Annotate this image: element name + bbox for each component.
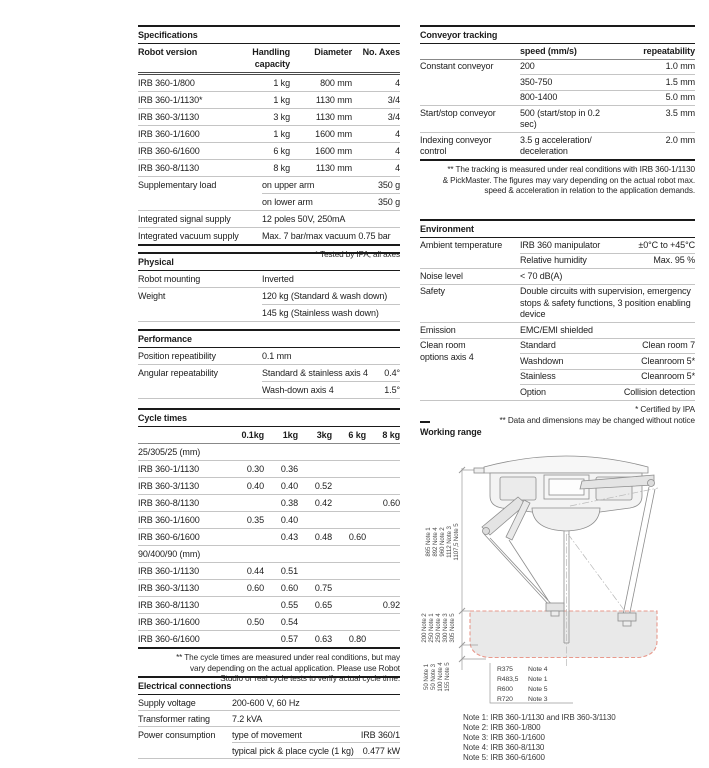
radius-value: R483,5 xyxy=(497,676,519,683)
dim-label: 960 Note 2 xyxy=(439,527,446,557)
table-row: Noise level < 70 dB(A) xyxy=(420,269,695,285)
section-title-environment: Environment xyxy=(420,219,695,238)
table-row: IRB 360-1/1600 1 kg 1600 mm 4 xyxy=(138,126,400,143)
table-row: IRB 360-1/1130 0.44 0.51 xyxy=(138,563,400,580)
dim-label: 892 Note 4 xyxy=(432,527,439,557)
table-row: IRB 360-6/1600 6 kg 1600 mm 4 xyxy=(138,143,400,160)
table-row: IRB 360-3/1130 3 kg 1130 mm 3/4 xyxy=(138,109,400,126)
dim-label: 50 Note 1 xyxy=(423,664,430,690)
section-dash-marker xyxy=(420,421,430,423)
dim-label: 300 Note 3 xyxy=(442,613,449,643)
supplementary-load-group: Supplementary load on upper arm 350 g on lower arm 350 g xyxy=(138,177,400,211)
conveyor-header-row: speed (mm/s) repeatability xyxy=(420,44,695,60)
table-row: Stainless Cleanroom 5* xyxy=(520,370,695,386)
table-row: IRB 360-3/1130 0.40 0.40 0.52 xyxy=(138,478,400,495)
radius-value: R600 xyxy=(497,686,513,693)
table-row: 120 kg (Standard & wash down) xyxy=(262,288,400,305)
depth-dimension-labels xyxy=(421,613,456,643)
table-row: Transformer rating 7.2 kVA xyxy=(138,711,400,727)
col-header-axes: No. Axes xyxy=(362,47,400,57)
table-row: on upper arm 350 g xyxy=(262,177,400,194)
angular-repeatability-group: Angular repeatability Standard & stainless axis 4 0.4° Wash-down axis 4 1.5° xyxy=(138,365,400,399)
table-row: Robot mounting Inverted xyxy=(138,271,400,288)
spec-header-row xyxy=(138,44,400,75)
dim-label: 200 Note 2 xyxy=(421,613,428,643)
cycle-group-label: 25/305/25 (mm) xyxy=(138,444,400,461)
note-line: Note 1: IRB 360-1/1130 and IRB 360-3/1130 xyxy=(463,713,616,722)
table-row: Indexing conveyor control 3.5 g acceleration/ deceleration 2.0 mm xyxy=(420,133,695,161)
table-row: Emission EMC/EMI shielded xyxy=(420,323,695,339)
specifications-section xyxy=(138,25,400,261)
radius-value: R375 xyxy=(497,666,513,673)
table-row: Position repeatibility 0.1 mm xyxy=(138,348,400,365)
dim-label: 1112 Note 3 xyxy=(446,526,453,558)
dim-label: 100 Note 4 xyxy=(437,662,444,692)
table-row: IRB 360-1/1130* 1 kg 1130 mm 3/4 xyxy=(138,92,400,109)
table-row: Safety Double circuits with supervision, emergency stops & safety functions, 3 position enabling device xyxy=(420,285,695,324)
dim-label: 865 Note 1 xyxy=(425,527,432,557)
weight-group: Weight 120 kg (Standard & wash down) 145 kg (Stainless wash down) xyxy=(138,288,400,322)
cycle-group-label: 90/400/90 (mm) xyxy=(138,546,400,563)
radius-note: Note 4 xyxy=(528,666,548,673)
dim-label: 250 Note 1 xyxy=(428,613,435,643)
table-row: on lower arm 350 g xyxy=(262,197,400,207)
table-row: Relative humidity Max. 95 % xyxy=(520,255,695,265)
table-row: IRB 360-6/1600 0.43 0.48 0.60 xyxy=(138,529,400,546)
table-row: Standard Clean room 7 xyxy=(520,339,695,355)
height-dimension-labels xyxy=(425,523,460,561)
constant-conveyor-group: Constant conveyor 200 1.0 mm 350-750 1.5 mm 800-1400 5.0 mm xyxy=(420,60,695,107)
radius-labels xyxy=(497,666,548,703)
table-row: 350-750 1.5 mm xyxy=(520,75,695,91)
cycle-footnote: ** The cycle times are measured under real conditions, but may vary depending on the actual application. Please use Robot Studio or real cycle tests to verify actual cycle time. xyxy=(176,653,400,683)
dim-label: 1107,5 Note 5 xyxy=(453,523,460,561)
note-line: Note 3: IRB 360-1/1600 xyxy=(463,733,545,742)
radius-note: Note 1 xyxy=(528,676,548,683)
lower-dimension-labels xyxy=(423,662,451,692)
col-header-handling-capacity: Handling capacity xyxy=(252,47,290,69)
section-title-performance: Performance xyxy=(138,329,400,348)
table-row: Option Collision detection xyxy=(520,386,695,397)
table-row: IRB 360-3/1130 0.60 0.60 0.75 xyxy=(138,580,400,597)
section-title-conveyor: Conveyor tracking xyxy=(420,25,695,44)
table-row: Washdown Cleanroom 5* xyxy=(520,354,695,370)
power-consumption-group: Power consumption type of movement IRB 360/1 typical pick & place cycle (1 kg) 0.477 kW xyxy=(138,727,400,759)
conveyor-tracking-section xyxy=(420,25,695,197)
conveyor-footnote: ** The tracking is measured under real conditions with IRB 360-1/1130 & PickMaster. The figures may vary depending on the actual robot max. speed & acceleration in relation to the application demands. xyxy=(442,165,695,195)
table-row: 800-1400 5.0 mm xyxy=(520,92,695,102)
physical-section xyxy=(138,252,400,322)
dim-label: 305 Note 5 xyxy=(449,613,456,643)
table-row: Integrated signal supply 12 poles 50V, 250mA xyxy=(138,211,400,228)
performance-section xyxy=(138,329,400,399)
table-row: IRB 360-1/1600 0.35 0.40 xyxy=(138,512,400,529)
working-range-notes xyxy=(463,713,616,763)
working-range-section xyxy=(420,421,695,768)
note-line: Note 5: IRB 360-6/1600 xyxy=(463,753,545,762)
section-title-physical: Physical xyxy=(138,252,400,271)
table-row: Standard & stainless axis 4 0.4° xyxy=(262,365,400,382)
clean-room-group: Clean room options axis 4 Standard Clean room 7 Washdown Cleanroom 5* Stainless Cleanroom 5* Option Collision detection xyxy=(420,339,695,401)
section-title-cycle-times: Cycle times xyxy=(138,408,400,427)
radius-note: Note 5 xyxy=(528,686,548,693)
table-row: IRB 360-8/1130 8 kg 1130 mm 4 xyxy=(138,160,400,177)
table-row: Wash-down axis 4 1.5° xyxy=(262,385,400,395)
dim-label: 250 Note 4 xyxy=(435,613,442,643)
ambient-temperature-group: Ambient temperature IRB 360 manipulator ±0°C to +45°C Relative humidity Max. 95 % xyxy=(420,238,695,269)
radius-value: R720 xyxy=(497,696,513,703)
section-title-electrical: Electrical connections xyxy=(138,676,400,695)
table-row: IRB 360 manipulator ±0°C to +45°C xyxy=(520,238,695,254)
note-line: Note 4: IRB 360-8/1130 xyxy=(463,743,545,752)
cycle-times-section xyxy=(138,408,400,685)
electrical-section xyxy=(138,676,400,759)
note-line: Note 2: IRB 360-1/800 xyxy=(463,723,541,732)
table-row: Supply voltage 200-600 V, 60 Hz xyxy=(138,695,400,711)
working-range-diagram xyxy=(420,442,695,708)
col-header-diameter: Diameter xyxy=(314,47,352,57)
table-row: IRB 360-1/1130 0.30 0.36 xyxy=(138,461,400,478)
environment-section xyxy=(420,219,695,427)
cycle-header-row: 0.1kg 1kg 3kg 6 kg 8 kg xyxy=(138,427,400,444)
environment-footnote-2: ** Data and dimensions may be changed without notice xyxy=(499,416,695,425)
table-row: IRB 360-1/800 1 kg 800 mm 4 xyxy=(138,75,400,92)
table-row: 200 1.0 mm xyxy=(520,60,695,76)
table-row: IRB 360-8/1130 0.38 0.42 0.60 xyxy=(138,495,400,512)
table-row: typical pick & place cycle (1 kg) 0.477 kW xyxy=(232,745,400,756)
table-row: 145 kg (Stainless wash down) xyxy=(262,308,379,318)
table-row: IRB 360-8/1130 0.55 0.65 0.92 xyxy=(138,597,400,614)
table-row: IRB 360-1/1600 0.50 0.54 xyxy=(138,614,400,631)
spec-footnote: * Tested by IPA, all axes xyxy=(314,250,400,259)
table-row: Start/stop conveyor 500 (start/stop in 0.2 sec) 3.5 mm xyxy=(420,106,695,133)
radius-note: Note 3 xyxy=(528,696,548,703)
dim-label: 50 Note 3 xyxy=(430,664,437,690)
environment-footnote-1: * Certified by IPA xyxy=(635,404,695,414)
table-row: type of movement IRB 360/1 xyxy=(232,727,400,743)
section-title-specifications: Specifications xyxy=(138,25,400,44)
col-header-robot-version: Robot version xyxy=(138,47,198,57)
dim-label: 155 Note 5 xyxy=(444,662,451,692)
section-title-working-range: Working range xyxy=(420,427,482,437)
table-row: IRB 360-6/1600 0.57 0.63 0.80 xyxy=(138,631,400,649)
table-row: Integrated vacuum supply Max. 7 bar/max vacuum 0.75 bar xyxy=(138,228,400,246)
